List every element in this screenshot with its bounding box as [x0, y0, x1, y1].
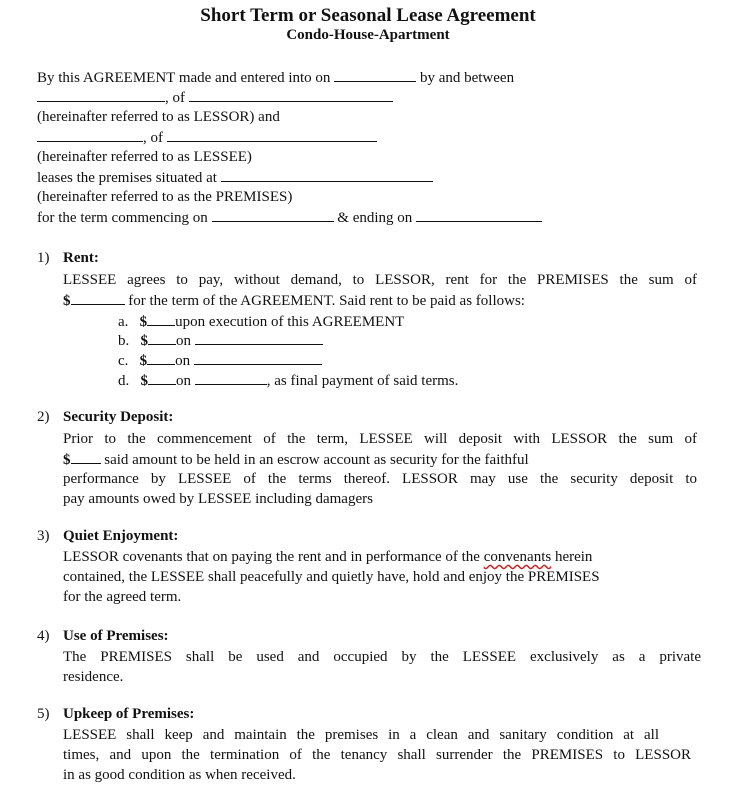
end-date-blank[interactable] [416, 208, 542, 222]
section-text: said amount to be held in an escrow account as security for the faithful [104, 452, 529, 468]
section-3-line-1 [63, 548, 592, 566]
section-text: herein [554, 549, 593, 565]
section-2-line-4: pay amounts owed by LESSEE including damagers [63, 491, 373, 507]
section-5-line-1: LESSEE shall keep and maintain the premises in a clean and sanitary condition at all [63, 727, 659, 743]
section-5-line-3: in as good condition as when received. [63, 767, 296, 783]
intro-text: , of [143, 130, 163, 146]
date-blank[interactable] [195, 331, 323, 345]
date-blank[interactable] [195, 371, 267, 385]
document-subtitle: Condo-House-Apartment [286, 27, 450, 43]
misspelled-word: convenants [483, 549, 552, 565]
amount-blank[interactable] [147, 312, 175, 326]
intro-line-6 [37, 168, 433, 187]
dollar-sign: $ [139, 353, 148, 369]
lessor-address-blank[interactable] [189, 88, 393, 102]
premises-address-blank[interactable] [221, 168, 433, 182]
item-text: , as final payment of said terms. [266, 373, 459, 389]
item-text: on [175, 353, 191, 369]
lessor-ref: (hereinafter referred to as LESSOR) and [37, 109, 280, 125]
dollar-sign: $ [63, 452, 71, 468]
item-letter: b. [118, 333, 130, 349]
section-4-line-2: residence. [63, 669, 124, 685]
section-4-heading: Use of Premises: [63, 628, 169, 644]
section-2-heading: Security Deposit: [63, 409, 174, 425]
section-1-number: 1) [37, 250, 50, 266]
section-5-line-2: times, and upon the termination of the tenancy shall surrender the PREMISES to LESSOR [63, 747, 691, 763]
section-4-number: 4) [37, 628, 50, 644]
dollar-sign: $ [140, 333, 148, 349]
dollar-sign: $ [139, 314, 148, 330]
intro-text: for the term commencing on [37, 210, 208, 226]
intro-line-4 [37, 128, 377, 147]
section-2-line-3: performance by LESSEE of the terms thereof. LESSOR may use the security deposit to [63, 471, 697, 487]
document-title: Short Term or Seasonal Lease Agreement [200, 5, 536, 26]
section-3-line-3: for the agreed term. [63, 589, 182, 605]
premises-ref: (hereinafter referred to as the PREMISES) [37, 189, 293, 205]
section-2-line-1: Prior to the commencement of the term, LESSEE will deposit with LESSOR the sum of [63, 431, 697, 447]
rent-item-b [118, 331, 323, 350]
lessee-ref: (hereinafter referred to as LESSEE) [37, 149, 252, 165]
section-5-number: 5) [37, 706, 50, 722]
intro-text: leases the premises situated at [37, 170, 217, 186]
section-3-number: 3) [37, 528, 50, 544]
rent-amount-blank[interactable] [71, 291, 125, 305]
section-4-line-1: The PREMISES shall be used and occupied by the LESSEE exclusively as a private [63, 649, 701, 665]
section-2-number: 2) [37, 409, 50, 425]
intro-line-1 [37, 68, 514, 87]
intro-text: & ending on [337, 210, 413, 226]
start-date-blank[interactable] [212, 208, 334, 222]
section-1-heading: Rent: [63, 250, 99, 266]
item-text: upon execution of this AGREEMENT [175, 314, 405, 330]
lessee-address-blank[interactable] [167, 128, 377, 142]
item-text: on [176, 373, 191, 389]
intro-text: By this AGREEMENT made and entered into on [37, 70, 331, 86]
section-text: LESSOR covenants that on paying the rent and in performance of the [63, 549, 480, 565]
section-3-line-2: contained, the LESSEE shall peacefully and quietly have, hold and enjoy the PREMISES [63, 569, 600, 585]
amount-blank[interactable] [148, 331, 176, 345]
lessor-name-blank[interactable] [37, 88, 165, 102]
dollar-sign: $ [140, 373, 148, 389]
section-1-line-2 [63, 291, 525, 310]
deposit-amount-blank[interactable] [71, 450, 101, 464]
intro-line-2 [37, 88, 393, 107]
lessee-name-blank[interactable] [37, 128, 143, 142]
dollar-sign: $ [63, 293, 71, 309]
date-blank[interactable] [334, 68, 416, 82]
rent-item-c [118, 351, 322, 370]
intro-text: by and between [419, 70, 515, 86]
section-2-line-2 [63, 450, 529, 469]
date-blank[interactable] [194, 351, 322, 365]
rent-item-a [118, 312, 404, 331]
section-5-heading: Upkeep of Premises: [63, 706, 195, 722]
amount-blank[interactable] [147, 351, 175, 365]
intro-line-8 [37, 208, 542, 227]
section-3-heading: Quiet Enjoyment: [63, 528, 179, 544]
item-letter: d. [118, 373, 130, 389]
intro-text: , of [165, 90, 185, 106]
item-letter: a. [118, 314, 129, 330]
item-letter: c. [118, 353, 129, 369]
amount-blank[interactable] [148, 371, 176, 385]
section-text: for the term of the AGREEMENT. Said rent to be paid as follows: [128, 293, 525, 309]
item-text: on [176, 333, 191, 349]
rent-item-d [118, 371, 458, 390]
section-1-line-1: LESSEE agrees to pay, without demand, to LESSOR, rent for the PREMISES the sum of [63, 272, 697, 288]
